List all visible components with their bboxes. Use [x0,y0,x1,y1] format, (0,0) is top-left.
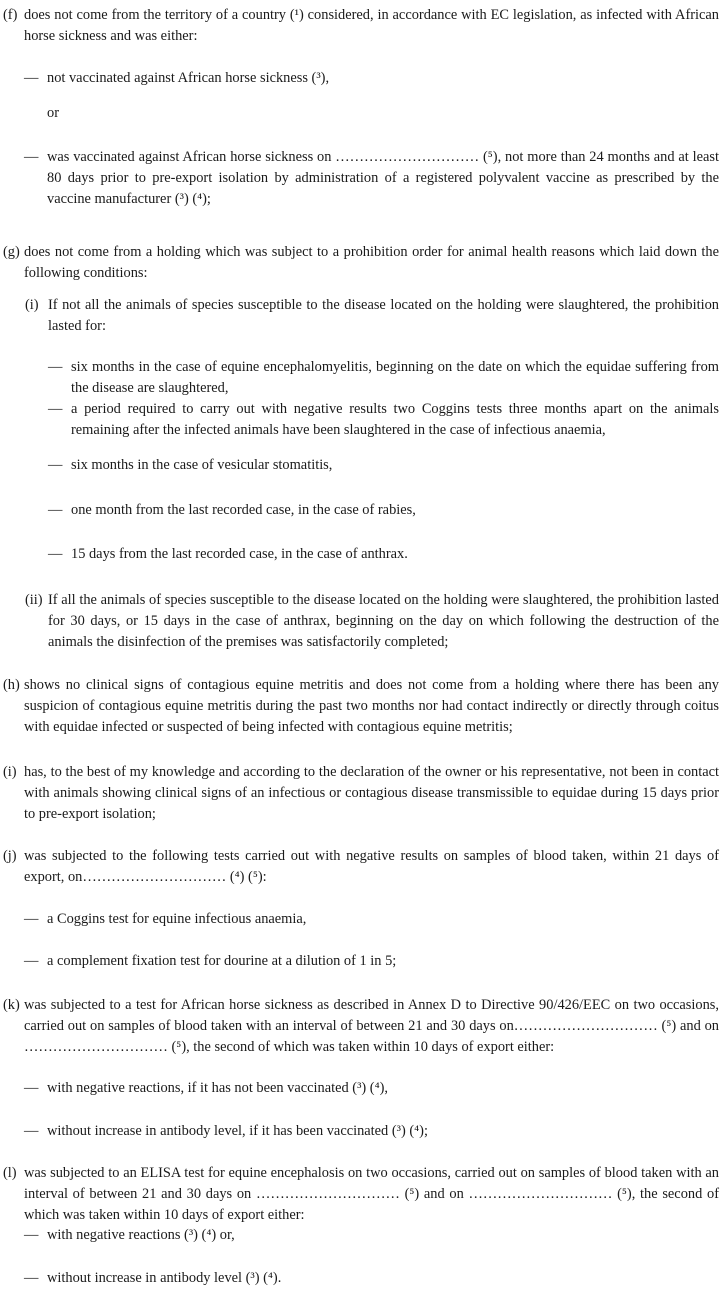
paragraph-text: does not come from the territory of a country (¹) considered, in accordance with EC legislation, as infected with African horse sickness and was either: [24,7,719,44]
subparagraph-label: (ii) [25,592,43,608]
dash-marker: — [24,1080,39,1096]
list-item-text: with negative reactions, if it has not been vaccinated (³) (⁴), [47,1080,388,1096]
dash-marker: — [48,401,63,417]
list-item-text: a complement fixation test for dourine at a dilution of 1 in 5; [47,953,397,969]
dash-marker: — [24,149,39,165]
paragraph-text: does not come from a holding which was subject to a prohibition order for animal health reasons which laid down the following conditions: [24,244,719,281]
or-connector: or [47,105,59,121]
paragraph-text: has, to the best of my knowledge and according to the declaration of the owner or his representative, not been in contact with animals showing clinical signs of an infectious or contagious disease transmissible to equidae during 15 days prior to pre-export isolation; [24,764,719,822]
list-item-text: without increase in antibody level, if it has been vaccinated (³) (⁴); [47,1123,428,1139]
paragraph-text: was subjected to an ELISA test for equine encephalosis on two occasions, carried out on samples of blood taken with an interval of between 21 and 30 days on ………………………… (⁵) and on ………………………… (⁵), the second of which was taken within 10 days of export either: [24,1165,719,1223]
subparagraph-label: (i) [25,297,39,313]
paragraph-text: was subjected to a test for African horse sickness as described in Annex D to Directive 90/426/EEC on two occasions, carried out on samples of blood taken with an interval of between 21 and 30 days on………………………… (⁵) and on ………………………… (⁵), the second of which was taken within 10 days of export either: [24,997,719,1055]
list-item-text: six months in the case of equine encephalomyelitis, beginning on the date on which the equidae suffering from the disease are slaughtered, [71,359,719,396]
list-item-text: 15 days from the last recorded case, in the case of anthrax. [71,546,408,562]
list-item-text: was vaccinated against African horse sickness on ………………………… (⁵), not more than 24 months and at least 80 days prior to pre-export isolation by administration of a registered polyvalent vaccine as prescribed by the vaccine manufacturer (³) (⁴); [47,149,719,207]
list-item-text: one month from the last recorded case, in the case of rabies, [71,502,416,518]
dash-marker: — [24,911,39,927]
dash-marker: — [48,359,63,375]
list-item-text: with negative reactions (³) (⁴) or, [47,1227,235,1243]
list-item-text: a period required to carry out with negative results two Coggins tests three months apart on the animals remaining after the infected animals have been slaughtered in the case of infectious anaemia, [71,401,719,438]
list-item-text: not vaccinated against African horse sickness (³), [47,70,330,86]
subparagraph-text: If not all the animals of species susceptible to the disease located on the holding were slaughtered, the prohibition lasted for: [48,297,719,334]
dash-marker: — [24,1227,39,1243]
paragraph-label: (g) [3,244,20,260]
paragraph-label: (i) [3,764,17,780]
dash-marker: — [24,1123,39,1139]
paragraph-label: (l) [3,1165,17,1181]
subparagraph-text: If all the animals of species susceptible to the disease located on the holding were slaughtered, the prohibition lasted for 30 days, or 15 days in the case of anthrax, beginning on the day on which following the destruction of the animals the disinfection of the premises was satisfactorily completed; [48,592,719,650]
dash-marker: — [24,1270,39,1286]
paragraph-text: shows no clinical signs of contagious equine metritis and does not come from a holding where there has been any suspicion of contagious equine metritis during the past two months nor had contact indirectly or directly through coitus with equidae infected or suspected of being infected with contagious equine metritis; [24,677,719,735]
list-item-text: a Coggins test for equine infectious anaemia, [47,911,307,927]
dash-marker: — [48,457,63,473]
list-item-text: six months in the case of vesicular stomatitis, [71,457,333,473]
dash-marker: — [24,953,39,969]
paragraph-label: (j) [3,848,17,864]
paragraph-label: (f) [3,7,18,23]
paragraph-label: (h) [3,677,20,693]
list-item-text: without increase in antibody level (³) (⁴). [47,1270,282,1286]
dash-marker: — [48,546,63,562]
paragraph-label: (k) [3,997,20,1013]
paragraph-text: was subjected to the following tests carried out with negative results on samples of blood taken, within 21 days of export, on………………………… (⁴) (⁵): [24,848,719,885]
dash-marker: — [48,502,63,518]
dash-marker: — [24,70,39,86]
